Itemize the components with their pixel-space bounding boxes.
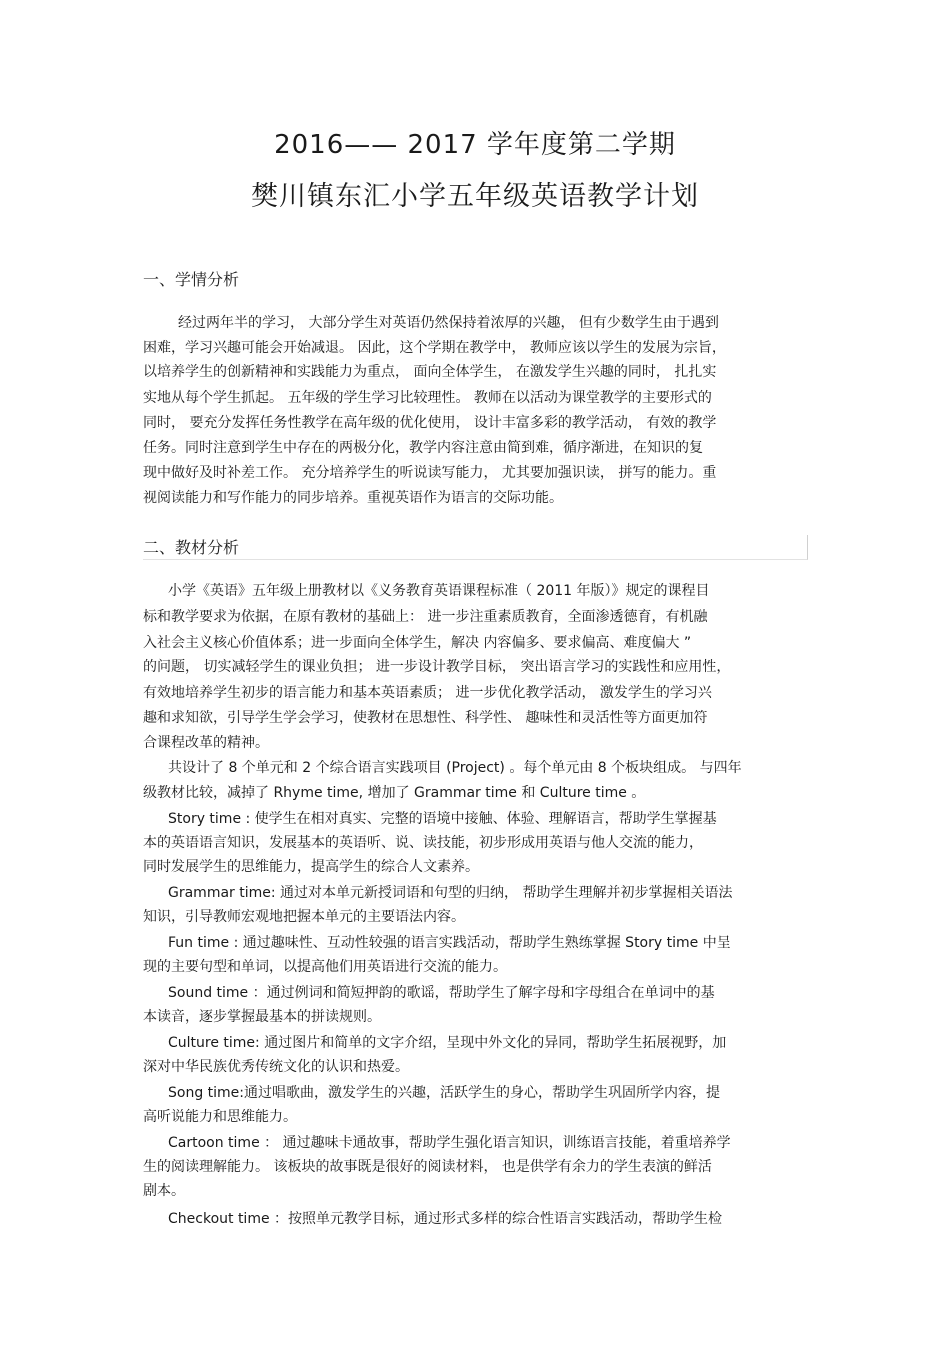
paragraph-line: Fun time : 通过趣味性、互动性较强的语言实践活动，帮助学生熟练掌握 Story time 中呈 <box>168 935 731 951</box>
paragraph-line: 现中做好及时补差工作。 充分培养学生的听说读写能力， 尤其要加强识读， 拼写的能力。重 <box>143 465 717 481</box>
paragraph-line: 本读音，逐步掌握最基本的拼读规则。 <box>143 1009 381 1025</box>
section-heading-textbook-analysis: 二、教材分析 <box>143 535 808 560</box>
paragraph-line: 以培养学生的创新精神和实践能力为重点， 面向全体学生， 在激发学生兴趣的同时， 扎扎实 <box>143 364 717 380</box>
paragraph-line: Checkout time ：按照单元教学目标，通过形式多样的综合性语言实践活动，帮助学生检 <box>168 1211 723 1227</box>
paragraph-line: Sound time ：通过例词和简短押韵的歌谣，帮助学生了解字母和字母组合在单词中的基 <box>168 985 715 1001</box>
paragraph-line: 深对中华民族优秀传统文化的认识和热爱。 <box>143 1059 409 1075</box>
paragraph-line: 的问题， 切实减轻学生的课业负担； 进一步设计教学目标， 突出语言学习的实践性和应用性， <box>143 659 731 675</box>
paragraph-line: 同时， 要充分发挥任务性教学在高年级的优化使用， 设计丰富多彩的教学活动， 有效的教学 <box>143 415 717 431</box>
paragraph-line: 级教材比较，减掉了 Rhyme time, 增加了 Grammar time 和 Culture time 。 <box>143 785 646 801</box>
page-title: 2016—— 2017 学年度第二学期 <box>274 130 676 160</box>
paragraph-line: 生的阅读理解能力。 该板块的故事既是很好的阅读材料， 也是供学有余力的学生表演的鲜活 <box>143 1159 712 1175</box>
paragraph-line: 共设计了 8 个单元和 2 个综合语言实践项目 (Project) 。每个单元由 8 个板块组成。 与四年 <box>168 760 742 776</box>
section-heading-learning-analysis: 一、学情分析 <box>143 270 240 289</box>
paragraph-line: Culture time: 通过图片和简单的文字介绍，呈现中外文化的异同，帮助学生拓展视野，加 <box>168 1035 727 1051</box>
paragraph-line: 实地从每个学生抓起。 五年级的学生学习比较理性。 教师在以活动为课堂教学的主要形式的 <box>143 390 712 406</box>
paragraph-line: 知识，引导教师宏观地把握本单元的主要语法内容。 <box>143 909 465 925</box>
paragraph-line: 标和教学要求为依据，在原有教材的基础上： 进一步注重素质教育，全面渗透德育，有机融 <box>143 609 708 625</box>
page-subtitle: 樊川镇东汇小学五年级英语教学计划 <box>251 181 699 212</box>
paragraph-line: 合课程改革的精神。 <box>143 735 269 751</box>
paragraph-line: 同时发展学生的思维能力，提高学生的综合人文素养。 <box>143 859 479 875</box>
paragraph-line: 小学《英语》五年级上册教材以《义务教育英语课程标准（ 2011 年版）》规定的课程目 <box>168 583 710 599</box>
paragraph-line: 高听说能力和思维能力。 <box>143 1109 297 1125</box>
paragraph-line: 入社会主义核心价值体系；进一步面向全体学生，解决 内容偏多、要求偏高、难度偏大 ” <box>143 635 692 651</box>
paragraph-line: 困难，学习兴趣可能会开始减退。 因此，这个学期在教学中， 教师应该以学生的发展为宗旨， <box>143 340 726 356</box>
paragraph-line: Cartoon time ： 通过趣味卡通故事，帮助学生强化语言知识，训练语言技能，着重培养学 <box>168 1135 731 1151</box>
paragraph-line: 有效地培养学生初步的语言能力和基本英语素质； 进一步优化教学活动， 激发学生的学习兴 <box>143 685 712 701</box>
paragraph-line: Story time : 使学生在相对真实、完整的语境中接触、体验、理解语言，帮助学生掌握基 <box>168 811 717 827</box>
paragraph-line: 视阅读能力和写作能力的同步培养。重视英语作为语言的交际功能。 <box>143 490 563 506</box>
paragraph-line: 现的主要句型和单词，以提高他们用英语进行交流的能力。 <box>143 959 507 975</box>
paragraph-line: 趣和求知欲，引导学生学会学习，使教材在思想性、科学性、 趣味性和灵活性等方面更加符 <box>143 710 708 726</box>
paragraph-line: Song time:通过唱歌曲，激发学生的兴趣，活跃学生的身心，帮助学生巩固所学内容，提 <box>168 1085 721 1101</box>
paragraph-line: 本的英语语言知识，发展基本的英语听、说、读技能，初步形成用英语与他人交流的能力， <box>143 835 703 851</box>
paragraph-line: 剧本。 <box>143 1183 185 1199</box>
paragraph-line: 任务。同时注意到学生中存在的两极分化，教学内容注意由简到难，循序渐进，在知识的复 <box>143 440 703 456</box>
paragraph-line: Grammar time: 通过对本单元新授词语和句型的归纳， 帮助学生理解并初步掌握相关语法 <box>168 885 733 901</box>
paragraph-line: 经过两年半的学习， 大部分学生对英语仍然保持着浓厚的兴趣， 但有少数学生由于遇到 <box>178 315 719 331</box>
